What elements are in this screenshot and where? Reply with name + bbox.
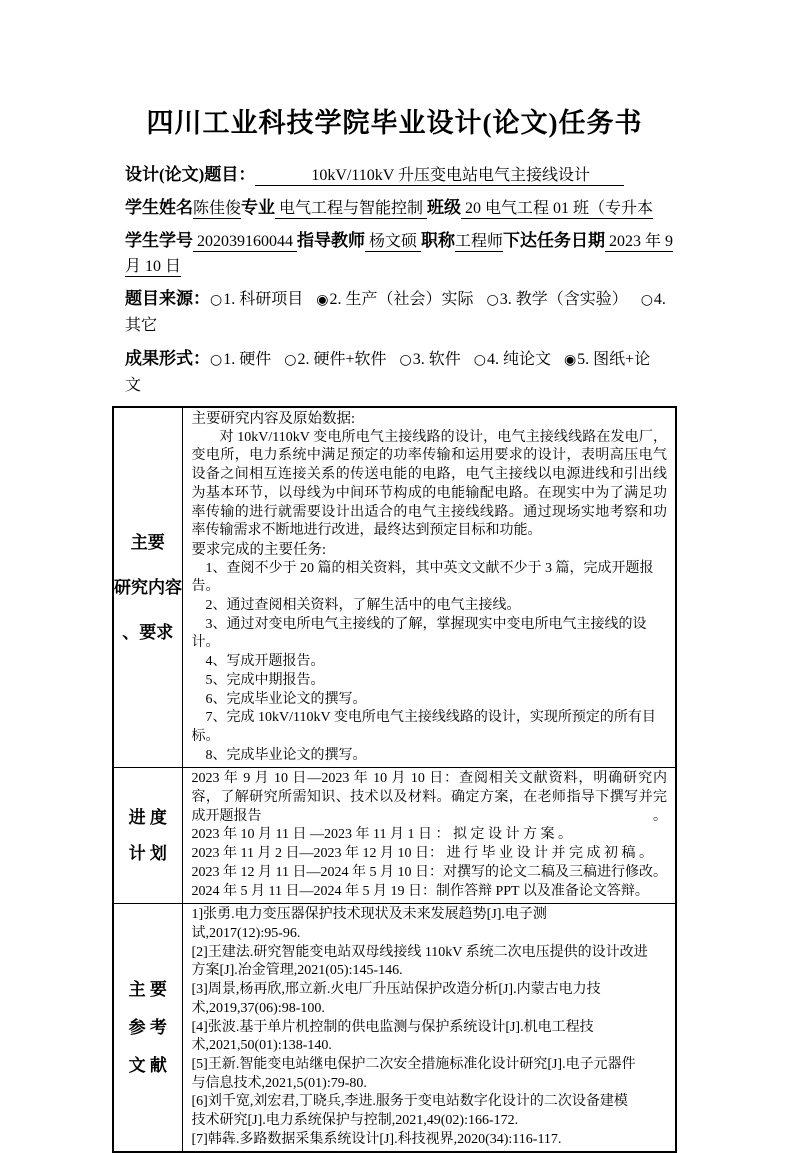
radio-icon: ○ — [210, 292, 223, 308]
schedule-entry-text: 2024 年 5 月 11 日—2024 年 5 月 19 日：制作答辩 PPT 以及准备论文答辩。 — [191, 883, 649, 899]
task-item: 8、完成毕业论文的撰写。 — [205, 747, 367, 763]
schedule-entry — [192, 864, 668, 883]
schedule-list — [192, 770, 668, 901]
field-pair — [421, 233, 503, 250]
topic-line — [125, 162, 677, 188]
topic-label: 设计(论文)题目： — [125, 165, 256, 184]
radio-option[interactable] — [474, 351, 551, 368]
task-item: 3、通过对变电所电气主接线的了解，掌握现实中变电所电气主接线的设计。 — [191, 616, 647, 651]
radio-option-label: 5. 图纸+论文 — [125, 351, 651, 394]
schedule-entry-text: 2023 年 12 月 11 日—2024 年 5 月 10 日：对撰写的论文二稿及三稿进行修改。 — [191, 864, 667, 880]
reference-item: [6]刘千宽,刘宏君,丁晓兵,李进.服务于变电站数字化设计的二次设备建模 — [191, 1094, 628, 1110]
field-value: 电气工程与智能控制 — [275, 200, 428, 217]
task-item: 7、完成 10kV/110kV 变电所电气主接线线路的设计，实现所预定的所有目标。 — [191, 710, 656, 744]
radio-option[interactable] — [284, 351, 386, 368]
topic-source-label: 题目来源： — [125, 289, 210, 308]
field-pair — [125, 233, 297, 250]
reference-item: 术,2019,37(06):98-100. — [191, 1000, 325, 1016]
research-heading: 主要研究内容及原始数据: — [191, 411, 356, 427]
radio-option-label: 1. 硬件 — [223, 351, 272, 368]
reference-item: 试,2017(12):95-96. — [191, 925, 301, 941]
radio-option-label: 2. 硬件+软件 — [297, 351, 387, 368]
radio-icon: ○ — [399, 352, 412, 368]
result-form-line — [125, 346, 677, 399]
schedule-entry — [192, 770, 668, 826]
field-pair — [427, 200, 653, 217]
schedule-entry — [192, 826, 668, 845]
radio-icon: ◉ — [563, 352, 577, 368]
research-content-cell — [182, 407, 676, 768]
schedule-entry — [192, 845, 668, 864]
field-pair — [125, 200, 241, 217]
radio-option-label: 2. 生产（社会）实际 — [329, 291, 474, 308]
schedule-entry — [192, 883, 668, 902]
radio-icon: ○ — [284, 352, 297, 368]
field-label: 下达任务日期 — [503, 231, 606, 250]
radio-option[interactable] — [210, 291, 303, 308]
row-label-line: 进 度 — [128, 807, 167, 827]
field-pair — [297, 233, 421, 250]
tasks-heading: 要求完成的主要任务: — [191, 541, 327, 558]
row-label-line: 计 划 — [128, 843, 167, 863]
radio-option[interactable] — [316, 291, 473, 308]
reference-item: [5]王新.智能变电站继电保护二次安全措施标准化设计研究[J].电子元器件 — [191, 1056, 636, 1072]
schedule-entry-text: 2023 年 10 月 11 日 —2023 年 11 月 1 日 ： 拟 定 设 计 方 案 。 — [191, 827, 572, 843]
field-label: 学生姓名 — [125, 198, 193, 217]
radio-option-label: 1. 科研项目 — [223, 291, 304, 308]
radio-option[interactable] — [210, 351, 271, 368]
radio-option-label: 3. 软件 — [412, 351, 461, 368]
student-info-line-2 — [125, 228, 677, 279]
radio-icon: ○ — [210, 352, 223, 368]
topic-source-line — [125, 286, 677, 339]
radio-icon: ○ — [473, 352, 486, 368]
row-label-line: 参 考 — [128, 1017, 167, 1037]
radio-option-label: 4. 其它 — [125, 291, 666, 334]
schedule-content-cell — [182, 768, 676, 904]
radio-option-label: 3. 教学（含实验） — [499, 291, 628, 308]
reference-item: 术,2021,50(01):138-140. — [191, 1038, 332, 1054]
reference-item: [3]周景,杨再欣,邢立新.火电厂升压站保护改造分析[J].内蒙古电力技 — [191, 982, 601, 998]
field-label: 指导教师 — [297, 231, 365, 250]
field-value: 202039160044 — [193, 233, 297, 250]
field-value: 工程师 — [455, 233, 504, 250]
row-label-line: 主要 — [130, 533, 165, 553]
research-paragraph: 对 10kV/110kV 变电所电气主接线路的设计，电气主接线线路在发电厂，变电所，电力系统中满足预定的功率传输和运用要求的设计，表明高压电气设备之间相互连接关系的传送电能的电路，电气主接线以电源进线和引出线为基本环节，以母线为中间环节构成的电能输配电路。在现实中为了满足功率传输的进行就需要设计出适合的电气主接线线路。通过现场实地考察和功率传输需求不断地进行改进，最终达到预定目标和功能。 — [191, 429, 667, 539]
task-item: 2、通过查阅相关资料，了解生活中的电气主接线。 — [205, 598, 521, 614]
student-info-line-1 — [125, 195, 677, 221]
radio-icon: ○ — [486, 292, 499, 308]
field-label: 班级 — [427, 198, 462, 217]
row-label-line: 主 要 — [128, 979, 167, 999]
references-content-cell — [182, 904, 676, 1153]
row-label-line: 、要求 — [122, 623, 174, 643]
field-label: 专业 — [241, 198, 276, 217]
reference-item: [4]张波.基于单片机控制的供电监测与保护系统设计[J].机电工程技 — [191, 1019, 594, 1035]
reference-item: 方案[J].冶金管理,2021(05):145-146. — [191, 963, 403, 979]
row-label-schedule — [113, 768, 182, 904]
table-row-schedule — [113, 768, 676, 904]
radio-icon: ○ — [640, 292, 653, 308]
radio-option[interactable] — [399, 351, 460, 368]
field-value: 20 电气工程 01 班（专升本 — [461, 200, 654, 217]
reference-item: 与信息技术,2021,5(01):79-80. — [191, 1075, 367, 1091]
field-value: 杨文硕 — [365, 233, 422, 250]
reference-list — [192, 906, 668, 1149]
task-list — [192, 560, 668, 766]
reference-item: [2]王建法.研究智能变电站双母线接线 110kV 系统二次电压提供的设计改进 — [191, 944, 648, 960]
field-pair — [241, 200, 427, 217]
reference-item: 技术研究[J].电力系统保护与控制,2021,49(02):166-172. — [191, 1113, 519, 1129]
schedule-entry-text: 2023 年 9 月 10 日—2023 年 10 月 10 日：查阅相关文献资料，明确研究内容，了解研究所需知识、技术以及材料。确定方案，在老师指导下撰写并完成开题报告 — [191, 771, 667, 824]
row-label-research — [113, 407, 182, 768]
field-value: 2023 年 9 月 10 日 — [125, 233, 674, 275]
reference-item: [7]韩犇.多路数据采集系统设计[J].科技视界,2020(34):116-117. — [191, 1131, 562, 1147]
result-form-label: 成果形式： — [125, 349, 210, 368]
field-value: 陈佳俊 — [193, 200, 242, 217]
reference-item: 1]张勇.电力变压器保护技术现状及未来发展趋势[J].电子测 — [191, 907, 547, 923]
field-label: 学生学号 — [125, 231, 193, 250]
task-table — [112, 406, 677, 1153]
task-item: 6、完成毕业论文的撰写。 — [205, 691, 367, 707]
page-title: 四川工业科技学院毕业设计(论文)任务书 — [146, 108, 643, 138]
row-label-references — [113, 904, 182, 1153]
radio-icon: ◉ — [316, 292, 329, 308]
field-label: 职称 — [421, 231, 456, 250]
row-label-line: 文 献 — [128, 1055, 167, 1075]
header-block — [112, 162, 677, 399]
task-item: 1、查阅不少于 20 篇的相关资料，其中英文文献不少于 3 篇，完成开题报告。 — [191, 560, 654, 595]
table-row-references — [113, 904, 676, 1153]
task-item: 4、写成开题报告。 — [205, 654, 325, 670]
task-item: 5、完成中期报告。 — [205, 672, 325, 688]
table-row-research — [113, 407, 676, 768]
radio-option[interactable] — [486, 291, 627, 308]
row-label-line: 研究内容 — [114, 578, 182, 598]
topic-value: 10kV/110kV 升压变电站电气主接线设计 — [255, 167, 624, 186]
schedule-entry-text: 2023 年 11 月 2 日—2023 年 12 月 10 日： 进 行 毕 业 设 计 并 完 成 初 稿 。 — [191, 846, 653, 862]
radio-option-label: 4. 纯论文 — [486, 351, 551, 368]
schedule-entry-tail: 。 — [653, 808, 667, 824]
